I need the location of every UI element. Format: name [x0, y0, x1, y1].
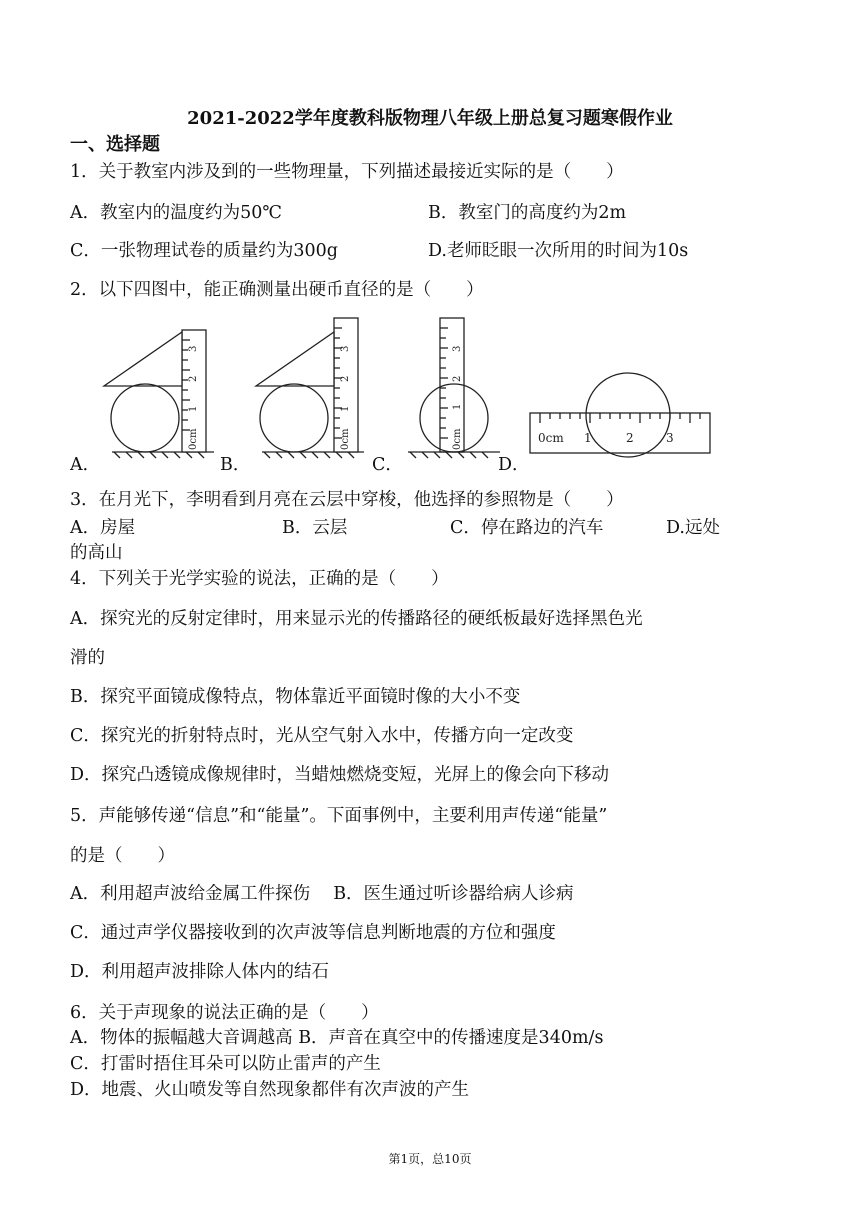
q6-option-c: C．打雷时捂住耳朵可以防止雷声的产生 [70, 1054, 381, 1074]
q3-option-b: B．云层 [282, 518, 348, 538]
svg-text:3: 3 [452, 345, 463, 352]
svg-text:1: 1 [584, 431, 592, 445]
q6-option-d: D．地震、火山喷发等自然现象都伴有次声波的产生 [70, 1080, 470, 1100]
svg-text:0cm: 0cm [538, 431, 564, 445]
svg-text:2: 2 [626, 431, 634, 445]
q5-option-d: D．利用超声波排除人体内的结石 [70, 962, 330, 982]
figure-c-scale-labels [452, 346, 463, 450]
q1-option-c: C．一张物理试卷的质量约为300g [70, 241, 338, 261]
q2-figures [0, 310, 860, 470]
q1-option-b: B．教室门的高度约为2m [428, 203, 627, 223]
q3-stem: 3．在月光下，李明看到月亮在云层中穿梭，他选择的参照物是（ ） [70, 490, 624, 510]
q1-option-d: D.老师眨眼一次所用的时间为10s [428, 241, 689, 261]
figure-c-label: C． [372, 455, 403, 475]
figure-b-diagram [256, 318, 364, 458]
figure-a-diagram [104, 330, 214, 458]
q3-option-d: D.远处 [666, 518, 720, 538]
q4-option-b: B．探究平面镜成像特点，物体靠近平面镜时像的大小不变 [70, 687, 521, 707]
q1-stem: 1．关于教室内涉及到的一些物理量，下列描述最接近实际的是（ ） [70, 162, 624, 182]
svg-text:0cm: 0cm [188, 428, 199, 450]
svg-text:0cm: 0cm [452, 428, 463, 450]
svg-text:1: 1 [452, 403, 463, 410]
q6-options-ab: A．物体的振幅越大音调越高 B．声音在真空中的传播速度是340m/s [70, 1028, 604, 1048]
svg-text:2: 2 [188, 375, 199, 382]
q3-option-c: C．停在路边的汽车 [450, 518, 604, 538]
q3-option-a: A．房屋 [70, 518, 136, 538]
q5-stem-continued: 的是（ ） [70, 846, 175, 866]
svg-text:3: 3 [666, 431, 674, 445]
svg-text:2: 2 [452, 375, 463, 382]
svg-text:3: 3 [188, 345, 199, 352]
section-heading: 一、选择题 [70, 134, 160, 155]
q4-option-a: A．探究光的反射定律时，用来显示光的传播路径的硬纸板最好选择黑色光 [70, 609, 643, 629]
svg-text:1: 1 [188, 405, 199, 412]
figure-c-diagram [408, 318, 500, 458]
q6-stem: 6．关于声现象的说法正确的是（ ） [70, 1003, 379, 1023]
document-title: 2021-2022学年度教科版物理八年级上册总复习题寒假作业 [187, 108, 673, 129]
svg-text:1: 1 [340, 405, 351, 412]
svg-text:3: 3 [340, 345, 351, 352]
page-footer: 第1页，总10页 [388, 1152, 472, 1166]
q4-option-c: C．探究光的折射特点时，光从空气射入水中，传播方向一定改变 [70, 726, 574, 746]
figure-a-label: A． [70, 455, 101, 475]
svg-text:0cm: 0cm [340, 428, 351, 450]
q3-option-d-continued: 的高山 [70, 543, 123, 563]
figure-b-label: B． [220, 455, 251, 475]
figure-d-scale-labels [538, 431, 674, 445]
q2-stem: 2．以下四图中，能正确测量出硬币直径的是（ ） [70, 280, 484, 300]
q5-options-ab: A．利用超声波给金属工件探伤 B．医生通过听诊器给病人诊病 [70, 884, 574, 904]
figure-d-diagram [530, 373, 710, 457]
figure-d-label: D． [498, 455, 530, 475]
q4-option-a-continued: 滑的 [70, 648, 105, 668]
q4-stem: 4．下列关于光学实验的说法，正确的是（ ） [70, 569, 449, 589]
q4-option-d: D．探究凸透镜成像规律时，当蜡烛燃烧变短，光屏上的像会向下移动 [70, 765, 610, 785]
svg-text:2: 2 [340, 375, 351, 382]
q1-option-a: A．教室内的温度约为50℃ [70, 203, 282, 223]
q5-stem: 5．声能够传递“信息”和“能量”。下面事例中，主要利用声传递“能量” [70, 806, 608, 826]
q5-option-c: C．通过声学仪器接收到的次声波等信息判断地震的方位和强度 [70, 923, 556, 943]
